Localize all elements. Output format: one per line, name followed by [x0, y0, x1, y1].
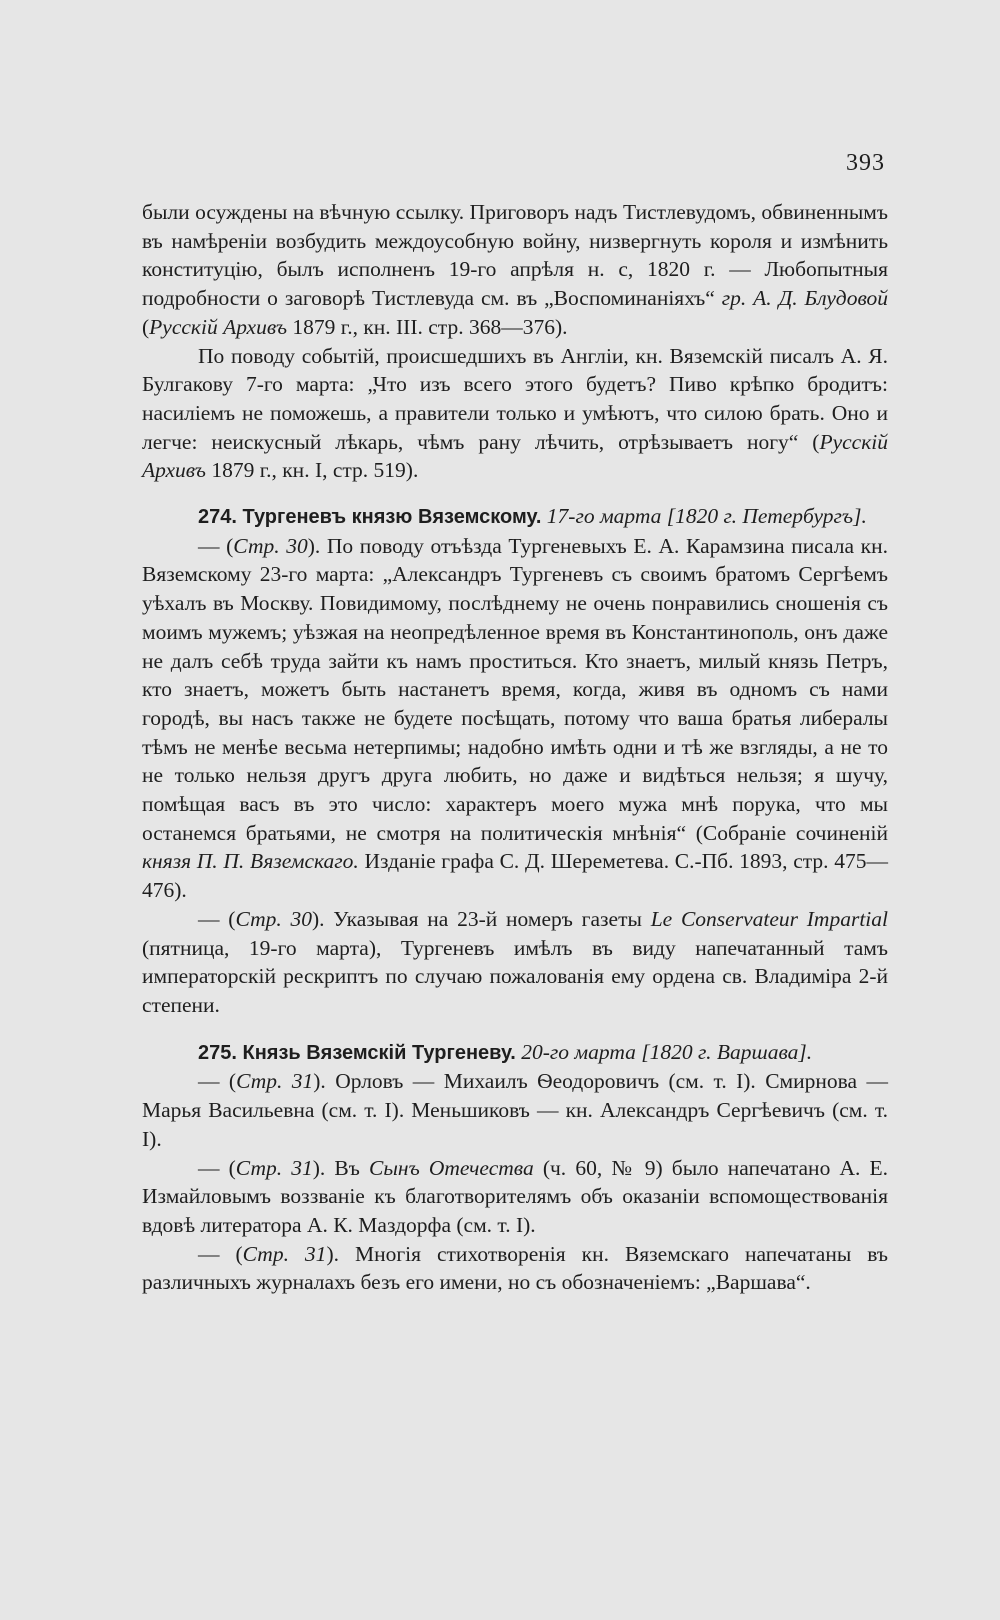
note-paragraph	[142, 1240, 888, 1297]
italic-reference: Сынъ Отечества	[369, 1155, 534, 1180]
page-reference: Стр. 30	[235, 906, 312, 931]
paragraph-text: были осуждены на вѣчную ссылку. Приговоръ надъ Тистлевудомъ, обвиненнымъ въ намѣреніи возбудить междоусобную войну, низвергнуть короля и измѣнить конституцію, былъ исполненъ 19-го апрѣля н. с, 1820 г. — Любопытныя подробности о заговорѣ Тистлевуда см. въ „Воспоминаніяхъ“	[142, 200, 888, 311]
paragraph-text: ). Орловъ — Михаилъ Ѳеодоровичъ (см. т. I). Смирнова — Марья Васильевна (см. т. I). Меньшиковъ — кн. Александръ Сергѣевичъ (см. т. I).	[142, 1069, 888, 1151]
letter-heading-275	[142, 1038, 888, 1068]
paragraph-text: ). Указывая на 23-й номеръ газеты	[312, 906, 651, 931]
paragraph-text: ). По поводу отъѣзда Тургеневыхъ Е. А. Карамзина писала кн. Вяземскому 23-го марта: „Александръ Тургеневъ съ своимъ братомъ Сергѣемъ уѣхалъ въ Москву. Повидимому, послѣднему не очень понравились сношенія съ моимъ мужемъ; уѣзжая на неопредѣленное время въ Константинополь, онъ даже не далъ себѣ труда зайти къ намъ проститься. Кто знаетъ, милый князь Петръ, кто знаетъ, можетъ быть настанетъ время, когда, живя въ одномъ съ нами городѣ, вы насъ также не будете посѣщать, потому что ваша братья либералы тѣмъ не менѣе весьма нетерпимы; надобно имѣть одни и тѣ же взгляды, а не то не только нельзя другъ друга любить, но даже и видѣться нельзя; я шучу, помѣщая васъ въ это число: характеръ моего мужа мнѣ порука, что мы останемся братьями, не смотря на политическія мнѣнія“ (Собраніе сочиненій	[142, 533, 888, 845]
paragraph-text: — (	[198, 1241, 243, 1266]
letter-title: 274. Тургеневъ князю Вяземскому.	[198, 506, 542, 529]
page-reference: Стр. 31	[236, 1069, 314, 1094]
page-reference: Стр. 31	[235, 1155, 313, 1180]
letter-title: 275. Князь Вяземскій Тургеневу.	[198, 1041, 516, 1064]
paragraph-text: 1879 г., кн. III. стр. 368—376).	[287, 314, 568, 339]
paragraph-text: — (	[198, 1155, 236, 1180]
note-paragraph	[142, 905, 888, 1020]
commentary-body	[142, 198, 888, 1297]
italic-reference: князя П. П. Вяземскаго.	[142, 849, 359, 874]
page-reference: Стр. 30	[233, 533, 308, 558]
italic-reference: Русскій Архивъ	[142, 429, 888, 483]
page-reference: Стр. 31	[242, 1241, 327, 1266]
note-paragraph	[142, 532, 888, 905]
italic-reference: Русскій Архивъ	[149, 314, 288, 339]
note-paragraph	[142, 1067, 888, 1153]
paragraph-text: — (	[198, 906, 236, 931]
page-number: 393	[846, 150, 885, 176]
paragraph-text: (ч. 60, № 9) было напечатано А. Е. Измайловымъ воззваніе къ благотворителямъ объ оказаніи вспомоществованія вдовѣ литератора А. К. Маздорфа (см. т. I).	[142, 1155, 888, 1237]
paragraph	[142, 198, 888, 342]
letter-date: 17-го марта [1820 г. Петербургъ].	[546, 504, 867, 529]
paragraph-text: (	[142, 314, 150, 339]
paragraph	[142, 342, 888, 486]
paragraph-text: — (	[198, 533, 234, 558]
italic-reference: гр. А. Д. Блудовой	[721, 286, 888, 311]
note-paragraph	[142, 1154, 888, 1240]
paragraph-text: 1879 г., кн. I, стр. 519).	[205, 458, 419, 483]
paragraph-text: По поводу событій, происшедшихъ въ Англіи, кн. Вяземскій писалъ А. Я. Булгакову 7-го марта: „Что изъ всего этого будетъ? Пиво крѣпко бродитъ: насиліемъ не поможешь, а правители только и умѣютъ, что силою брать. Оно и легче: неискусный лѣкарь, чѣмъ рану лѣчить, отрѣзываетъ ногу“ (	[142, 343, 888, 454]
paragraph-text: Изданіе графа С. Д. Шереметева. С.-Пб. 1893, стр. 475—476).	[142, 849, 888, 903]
letter-heading-274	[142, 502, 888, 532]
letter-date: 20-го марта [1820 г. Варшава].	[521, 1039, 813, 1064]
paragraph-text: ). Многія стихотворенія кн. Вяземскаго напечатаны въ различныхъ журналахъ безъ его имени, но съ обозначеніемъ: „Варшава“.	[142, 1241, 888, 1295]
italic-reference: Le Conservateur Impartial	[650, 906, 888, 931]
paragraph-text: (пятница, 19-го марта), Тургеневъ имѣлъ въ виду напечатанный тамъ императорскій рескриптъ по случаю пожалованія ему ордена св. Владиміра 2-й степени.	[142, 935, 888, 1017]
paragraph-text: ). Въ	[312, 1155, 369, 1180]
paragraph-text: — (	[198, 1069, 237, 1094]
